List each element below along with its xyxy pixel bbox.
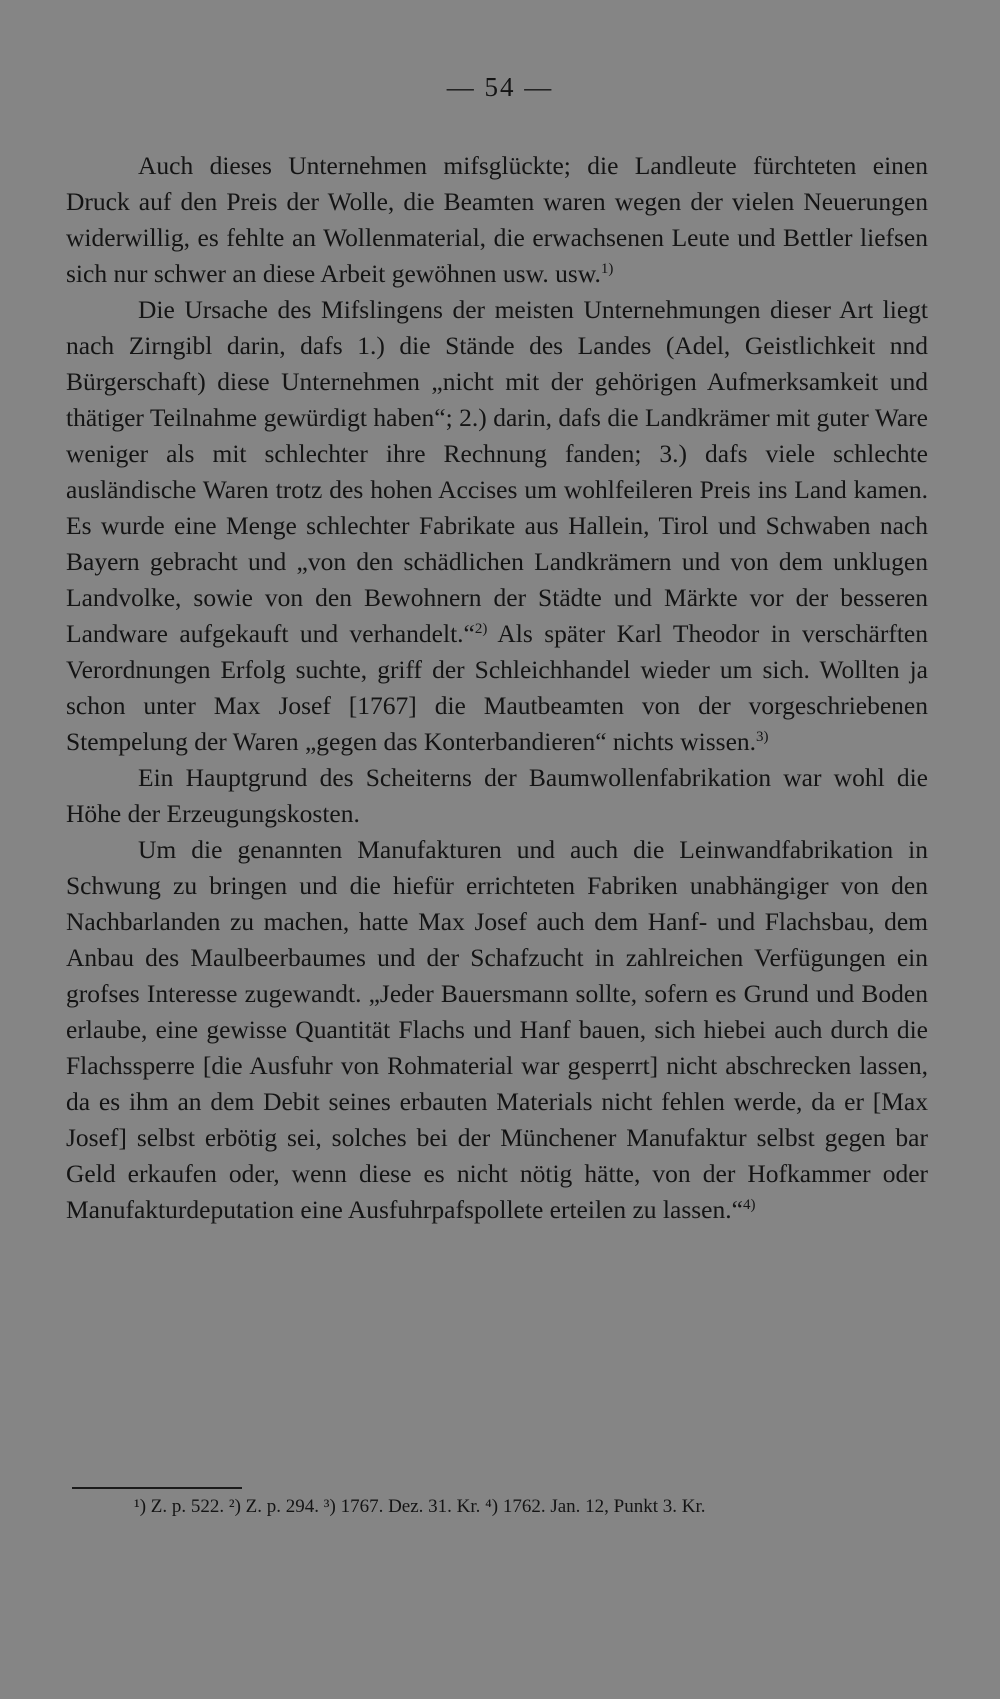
paragraph-2 bbox=[66, 292, 928, 760]
footnote-mark: ³) bbox=[323, 1496, 336, 1517]
paragraph-4 bbox=[66, 832, 928, 1228]
footnote-text: 1767. Dez. 31. Kr. bbox=[335, 1496, 486, 1517]
paragraph-text: Auch dieses Unternehmen mifsglückte; die Landleute fürchteten einen Druck auf den Preis der Wolle, die Beamten waren wegen der vielen Neuerungen widerwillig, es fehlte an Wollenmaterial, die erwachsenen Leute und Bettler liefsen sich nur schwer an diese Arbeit gewöhnen usw. usw. bbox=[66, 151, 928, 288]
paragraph-1 bbox=[66, 148, 928, 292]
page-number: — 54 — bbox=[446, 72, 554, 102]
footnote-reference: 2) bbox=[474, 621, 488, 637]
paragraph-text: Um die genannten Manufakturen und auch die Leinwandfabrikation in Schwung zu bringen und die hiefür errichteten Fabriken unabhängiger von den Nachbarlanden zu machen, hatte Max Josef auch dem Hanf- und Flachsbau, dem Anbau des Maulbeerbaumes und der Schafzucht in zahlreichen Verfügungen ein grofses Interesse zugewandt. „Jeder Bauersmann sollte, sofern es Grund und Boden erlaube, eine gewisse Quantität Flachs und Hanf bauen, sich hiebei auch durch die Flachssperre [die Ausfuhr von Rohmaterial war gesperrt] nicht abschrecken lassen, da es ihm an dem Debit seines erbauten Materials nicht fehlen werde, da er [Max Josef] selbst erbötig sei, solches bei der Münchener Manufaktur selbst gegen bar Geld erkaufen oder, wenn diese es nicht nötig hätte, von der Hofkammer oder Manufakturdeputation eine Ausfuhrpafspollete erteilen zu lassen.“ bbox=[66, 835, 928, 1224]
footnote-mark: ⁴) bbox=[485, 1496, 499, 1517]
footnote-reference: 4) bbox=[742, 1197, 756, 1213]
footnote-mark: ²) bbox=[228, 1496, 241, 1517]
footnote-text: 1762. Jan. 12, Punkt 3. Kr. bbox=[498, 1496, 706, 1517]
paragraph-text-continued: Als später Karl Theodor in verschärften Verordnungen Erfolg suchte, griff der Schleichhandel wieder um sich. Wollten ja schon unter Max Josef [1767] die Mautbeamten von der vorgeschriebenen Stempelung der Waren „gegen das Konterbandieren“ nichts wissen. bbox=[66, 619, 928, 756]
paragraph-text: Ein Hauptgrund des Scheiterns der Baumwollenfabrikation war wohl die Höhe der Erzeugungskosten. bbox=[66, 763, 928, 828]
body-text bbox=[66, 148, 928, 1228]
footnote-text: Z. p. 522. bbox=[146, 1496, 229, 1517]
footnote-divider bbox=[72, 1487, 242, 1489]
paragraph-text: Die Ursache des Mifslingens der meisten Unternehmungen dieser Art liegt nach Zirngibl darin, dafs 1.) die Stände des Landes (Adel, Geistlichkeit nnd Bürgerschaft) diese Unternehmen „nicht mit der gehörigen Aufmerksamkeit und thätiger Teilnahme gewürdigt haben“; 2.) darin, dafs die Landkrämer mit guter Ware weniger als mit schlechter ihre Rechnung fanden; 3.) dafs viele schlechte ausländische Waren trotz des hohen Accises um wohlfeileren Preis ins Land kamen. Es wurde eine Menge schlechter Fabrikate aus Hallein, Tirol und Schwaben nach Bayern gebracht und „von den schädlichen Landkrämern und von dem unklugen Landvolke, sowie von den Bewohnern der Städte und Märkte vor der besseren Landware aufgekauft und verhandelt.“ bbox=[66, 295, 928, 648]
footnote-reference: 3) bbox=[756, 729, 769, 745]
footnote-reference: 1) bbox=[600, 261, 614, 277]
footnote-line bbox=[66, 1491, 928, 1523]
footnote-mark: ¹) bbox=[134, 1496, 147, 1517]
paragraph-3 bbox=[66, 760, 928, 832]
footnote-text: Z. p. 294. bbox=[240, 1496, 324, 1517]
footnotes bbox=[66, 1491, 928, 1523]
